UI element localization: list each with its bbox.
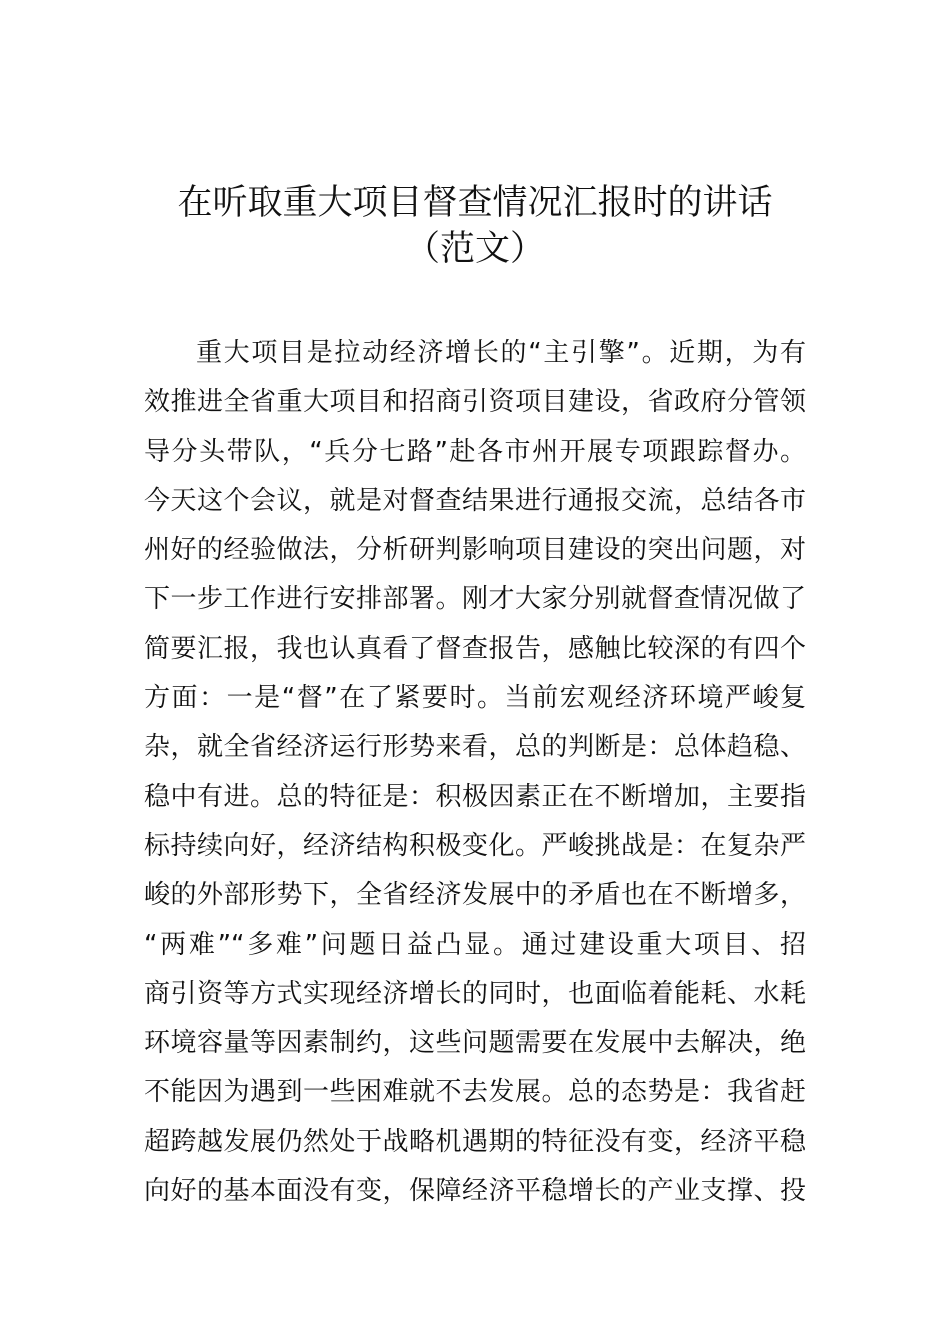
body-line: 超跨越发展仍然处于战略机遇期的特征没有变，经济平稳	[144, 1126, 806, 1157]
body-line: 杂，就全省经济运行形势来看，总的判断是：总体趋稳、	[144, 732, 806, 763]
body-line: “两难”“多难”问题日益凸显。通过建设重大项目、招	[144, 929, 806, 960]
body-line: 向好的基本面没有变，保障经济平稳增长的产业支撑、投	[144, 1176, 806, 1207]
body-line: 州好的经验做法，分析研判影响项目建设的突出问题，对	[144, 535, 806, 566]
document-subtitle: （范文）	[404, 229, 545, 269]
body-line: 不能因为遇到一些困难就不去发展。总的态势是：我省赶	[144, 1077, 806, 1108]
body-line: 重大项目是拉动经济增长的“主引擎”。近期，为有	[196, 338, 806, 368]
body-line: 简要汇报，我也认真看了督查报告，感触比较深的有四个	[144, 633, 806, 664]
body-line: 商引资等方式实现经济增长的同时，也面临着能耗、水耗	[144, 978, 806, 1009]
document-title: 在听取重大项目督查情况汇报时的讲话	[177, 183, 773, 223]
body-line: 效推进全省重大项目和招商引资项目建设，省政府分管领	[144, 387, 806, 418]
body-line: 方面：一是“督”在了紧要时。当前宏观经济环境严峻复	[144, 683, 806, 714]
body-line: 标持续向好，经济结构积极变化。严峻挑战是：在复杂严	[144, 830, 806, 861]
body-line: 下一步工作进行安排部署。刚才大家分别就督查情况做了	[144, 584, 806, 615]
body-line: 今天这个会议，就是对督查结果进行通报交流，总结各市	[144, 485, 806, 516]
document-body	[144, 329, 806, 1216]
body-line: 峻的外部形势下，全省经济发展中的矛盾也在不断增多，	[144, 880, 806, 911]
body-line: 导分头带队，“兵分七路”赴各市州开展专项跟踪督办。	[144, 436, 806, 467]
body-line: 稳中有进。总的特征是：积极因素正在不断增加，主要指	[144, 781, 806, 812]
body-line: 环境容量等因素制约，这些问题需要在发展中去解决，绝	[144, 1028, 806, 1059]
